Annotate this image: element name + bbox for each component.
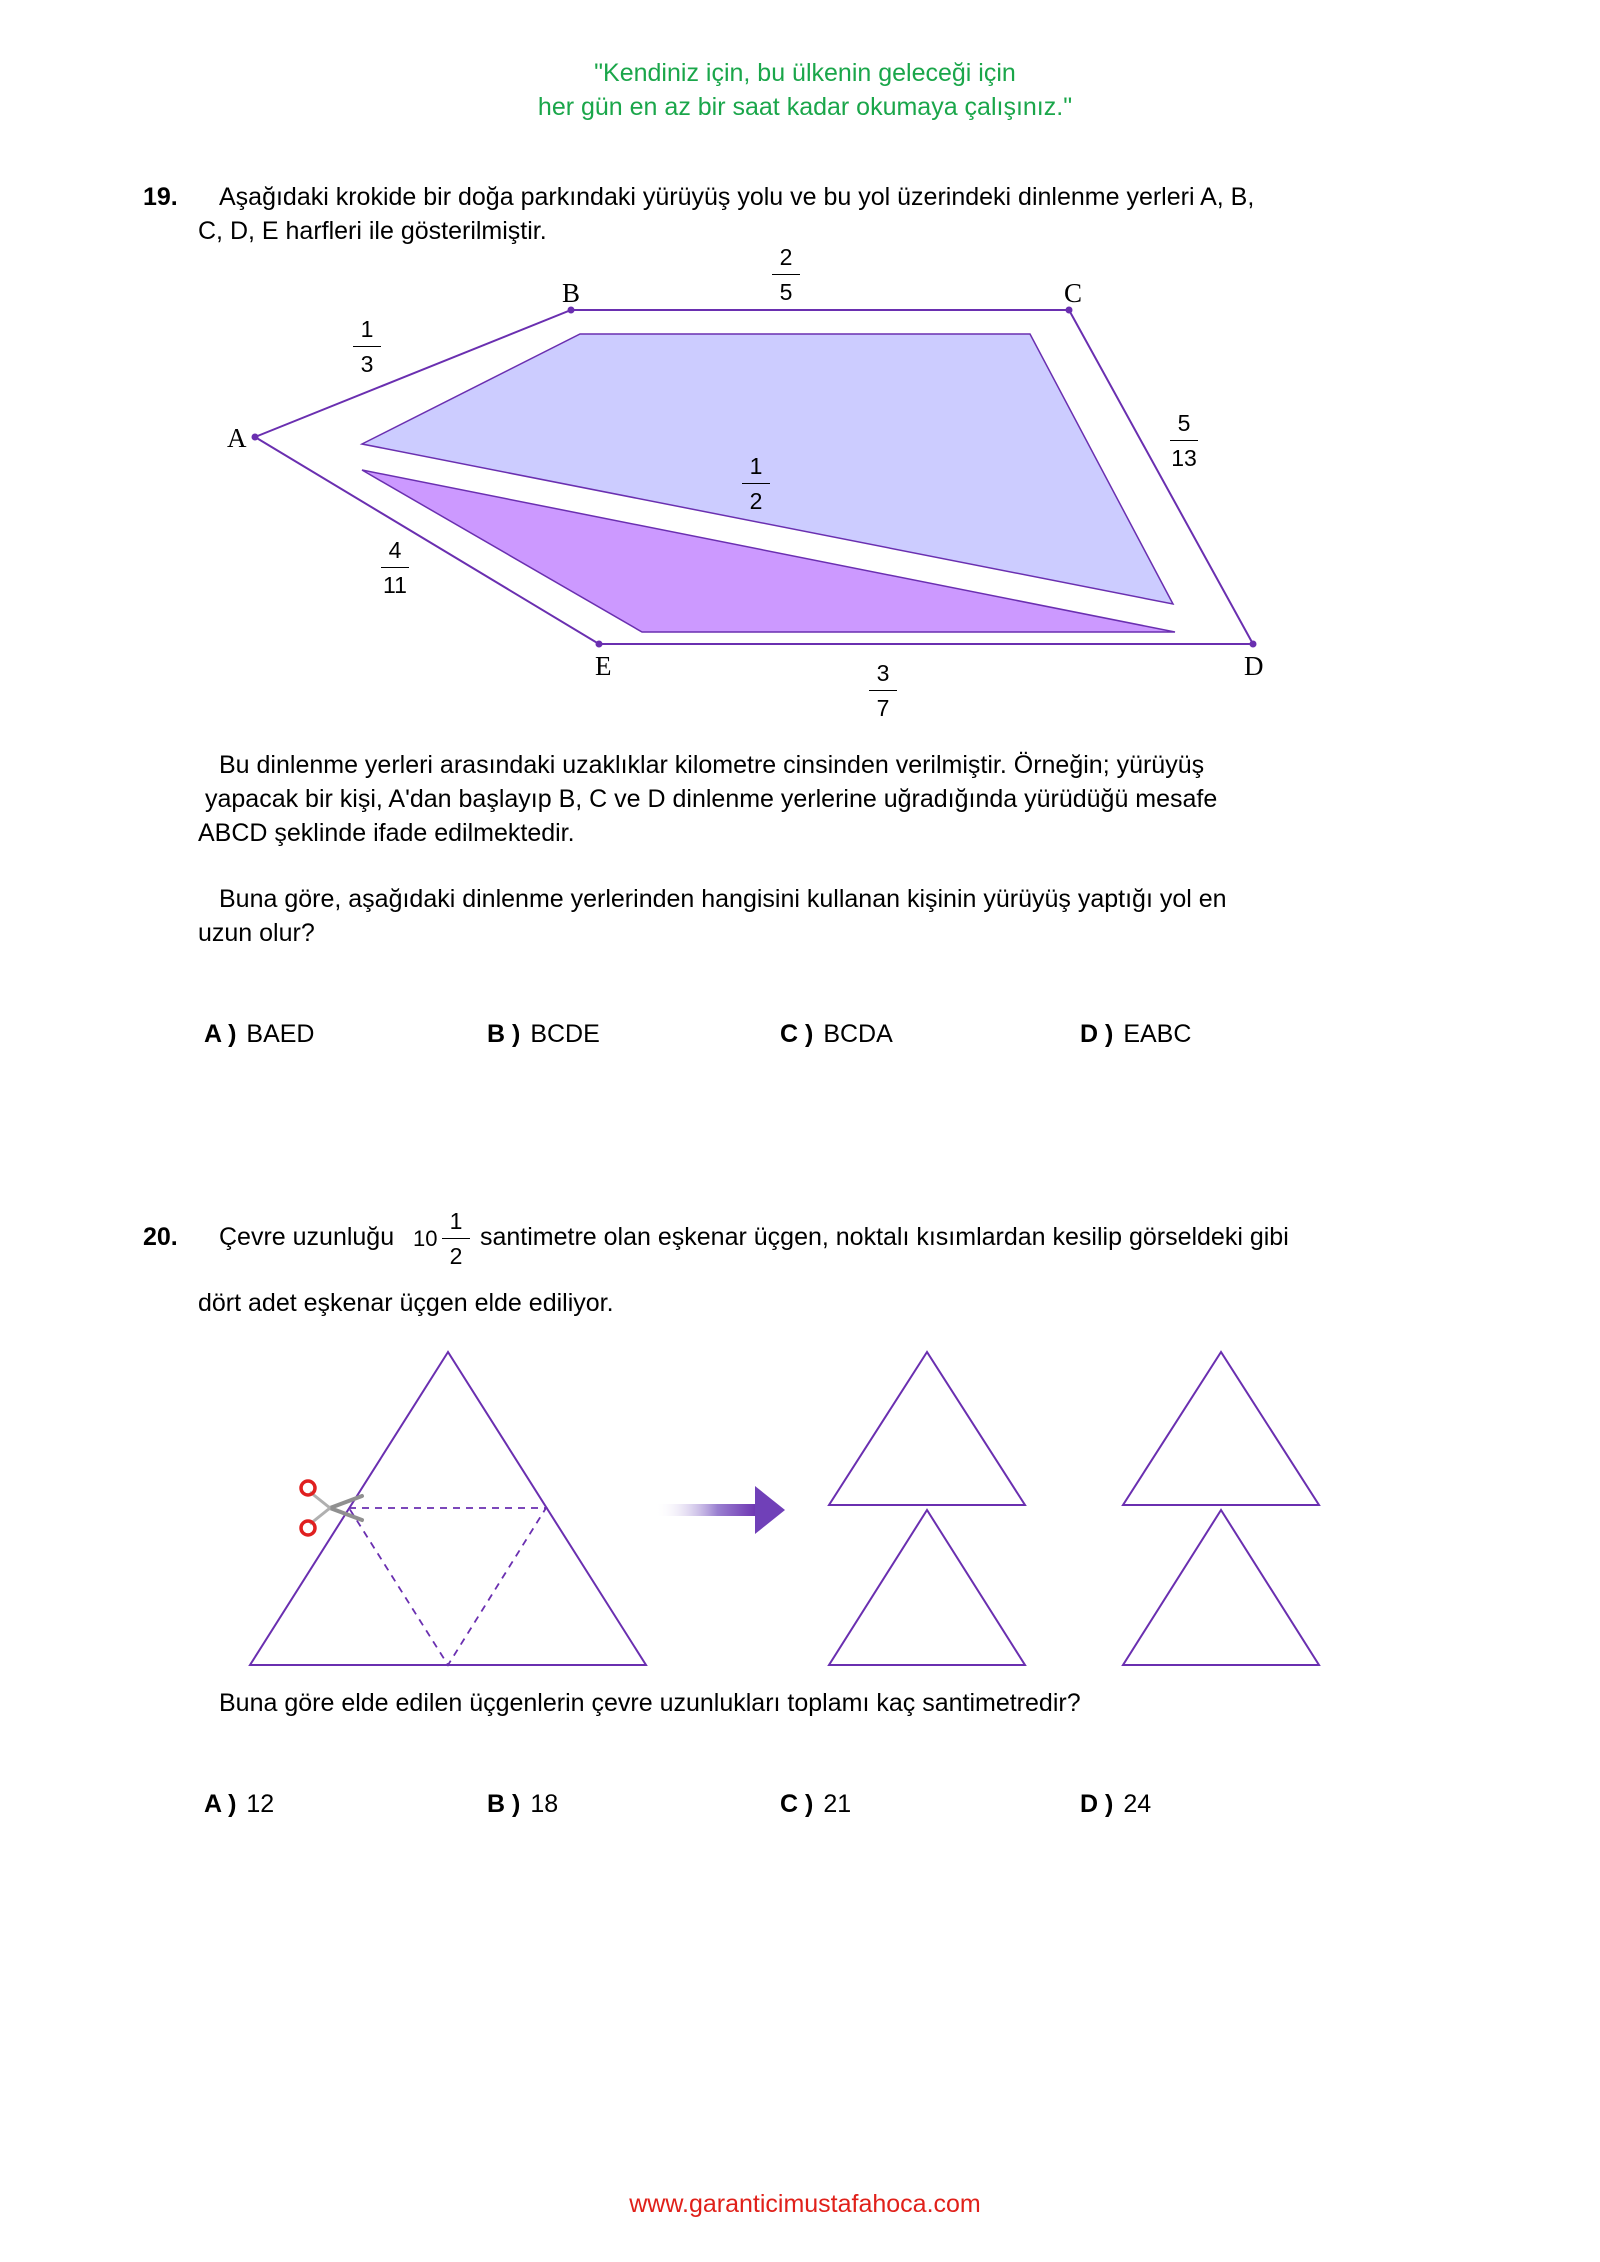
q19-option-b-text: BCDE <box>530 1020 600 1048</box>
q20-option-a-text: 12 <box>246 1790 275 1818</box>
q20-option-d[interactable] <box>1080 1790 1151 1819</box>
q20-mixed-num: 1 <box>449 1208 463 1234</box>
distance-ed <box>863 660 903 721</box>
small-triangle-4 <box>1123 1510 1319 1665</box>
distance-ae-den: 11 <box>383 572 407 598</box>
q20-text-after: santimetre olan eşkenar üçgen, noktalı kısımlardan kesilip görseldeki gibi <box>480 1223 1289 1251</box>
q20-option-a-label: A ) <box>204 1790 237 1818</box>
q19-option-a-text: BAED <box>246 1020 315 1048</box>
small-triangle-1 <box>829 1352 1025 1505</box>
distance-cd <box>1164 410 1204 471</box>
quote-line-2: her gün en az bir saat kadar okumaya çalışınız." <box>537 93 1073 121</box>
question-19-number: 19. <box>143 183 178 211</box>
distance-bc <box>766 244 806 305</box>
q19-option-a-label: A ) <box>204 1020 237 1048</box>
q19-body-line-3: ABCD şeklinde ifade edilmektedir. <box>198 819 575 847</box>
q19-option-b[interactable] <box>487 1020 600 1049</box>
q19-question-line-2: uzun olur? <box>198 919 315 947</box>
q19-option-a[interactable] <box>204 1020 315 1049</box>
q20-option-b-label: B ) <box>487 1790 521 1818</box>
point-c-label: C <box>1064 278 1083 308</box>
q19-option-c-label: C ) <box>780 1020 814 1048</box>
point-b-label: B <box>562 278 581 308</box>
distance-ad <box>736 453 776 514</box>
q20-option-b[interactable] <box>487 1790 558 1819</box>
q19-option-b-label: B ) <box>487 1020 521 1048</box>
point-a-dot <box>252 434 259 441</box>
big-triangle <box>250 1352 646 1665</box>
point-e-label: E <box>595 651 612 681</box>
q19-body-line-1: Bu dinlenme yerleri arasındaki uzaklıklar kilometre cinsinden verilmiştir. Örneğin; yürüyüş <box>219 751 1205 779</box>
q19-option-c[interactable] <box>780 1020 893 1049</box>
question-20-number: 20. <box>143 1223 178 1251</box>
q19-option-d[interactable] <box>1080 1020 1191 1049</box>
q20-text-line-2: dört adet eşkenar üçgen elde ediliyor. <box>198 1289 614 1317</box>
q19-question-line-1: Buna göre, aşağıdaki dinlenme yerlerinden hangisini kullanan kişinin yürüyüş yaptığı yol en <box>219 885 1227 913</box>
q20-option-a[interactable] <box>204 1790 274 1819</box>
q20-question: Buna göre elde edilen üçgenlerin çevre uzunlukları toplamı kaç santimetredir? <box>219 1689 1081 1717</box>
q20-mixed-den: 2 <box>449 1243 463 1269</box>
q20-mixed-whole: 10 <box>413 1226 438 1251</box>
q20-option-c-label: C ) <box>780 1790 814 1818</box>
point-d-label: D <box>1244 651 1264 681</box>
point-e-dot <box>596 641 603 648</box>
q20-option-d-label: D ) <box>1080 1790 1114 1818</box>
distance-ed-num: 3 <box>876 660 890 686</box>
distance-ae-num: 4 <box>388 537 402 563</box>
q19-option-d-label: D ) <box>1080 1020 1114 1048</box>
small-triangle-3 <box>829 1510 1025 1665</box>
cut-lines-dotted <box>349 1508 546 1665</box>
q19-intro-line-1: Aşağıdaki krokide bir doğa parkındaki yürüyüş yolu ve bu yol üzerindeki dinlenme yerleri A, B, <box>219 183 1255 211</box>
small-triangles <box>829 1352 1319 1665</box>
distance-bc-num: 2 <box>779 244 793 270</box>
q20-mixed-fraction <box>436 1208 476 1269</box>
q20-option-c-text: 21 <box>823 1790 852 1818</box>
distance-bc-den: 5 <box>779 279 793 305</box>
distance-ed-den: 7 <box>876 695 890 721</box>
q20-option-d-text: 24 <box>1123 1790 1152 1818</box>
q19-body-line-2: yapacak bir kişi, A'dan başlayıp B, C ve D dinlenme yerlerine uğradığında yürüdüğü mesafe <box>205 785 1218 813</box>
distance-ae <box>375 537 415 598</box>
point-a-label: A <box>227 423 247 453</box>
q19-intro-line-2: C, D, E harfleri ile gösterilmiştir. <box>198 217 547 245</box>
right-arrow-icon <box>655 1486 785 1534</box>
small-triangle-2 <box>1123 1352 1319 1505</box>
distance-ab <box>347 316 387 377</box>
equilateral-triangle-diagram <box>250 1352 646 1665</box>
q20-option-c[interactable] <box>780 1790 851 1819</box>
q19-option-d-text: EABC <box>1123 1020 1192 1048</box>
distance-ab-num: 1 <box>360 316 374 342</box>
footer-website-link[interactable]: www.garanticimustafahoca.com <box>629 2190 981 2218</box>
distance-ad-num: 1 <box>749 453 763 479</box>
point-d-dot <box>1250 641 1257 648</box>
quote-line-1: "Kendiniz için, bu ülkenin geleceği için <box>594 59 1016 87</box>
q19-option-c-text: BCDA <box>823 1020 893 1048</box>
distance-ab-den: 3 <box>360 351 374 377</box>
q20-text-before: Çevre uzunluğu <box>219 1223 395 1251</box>
q20-option-b-text: 18 <box>530 1790 559 1818</box>
distance-ad-den: 2 <box>749 488 763 514</box>
distance-cd-den: 13 <box>1171 445 1197 471</box>
distance-cd-num: 5 <box>1177 410 1191 436</box>
